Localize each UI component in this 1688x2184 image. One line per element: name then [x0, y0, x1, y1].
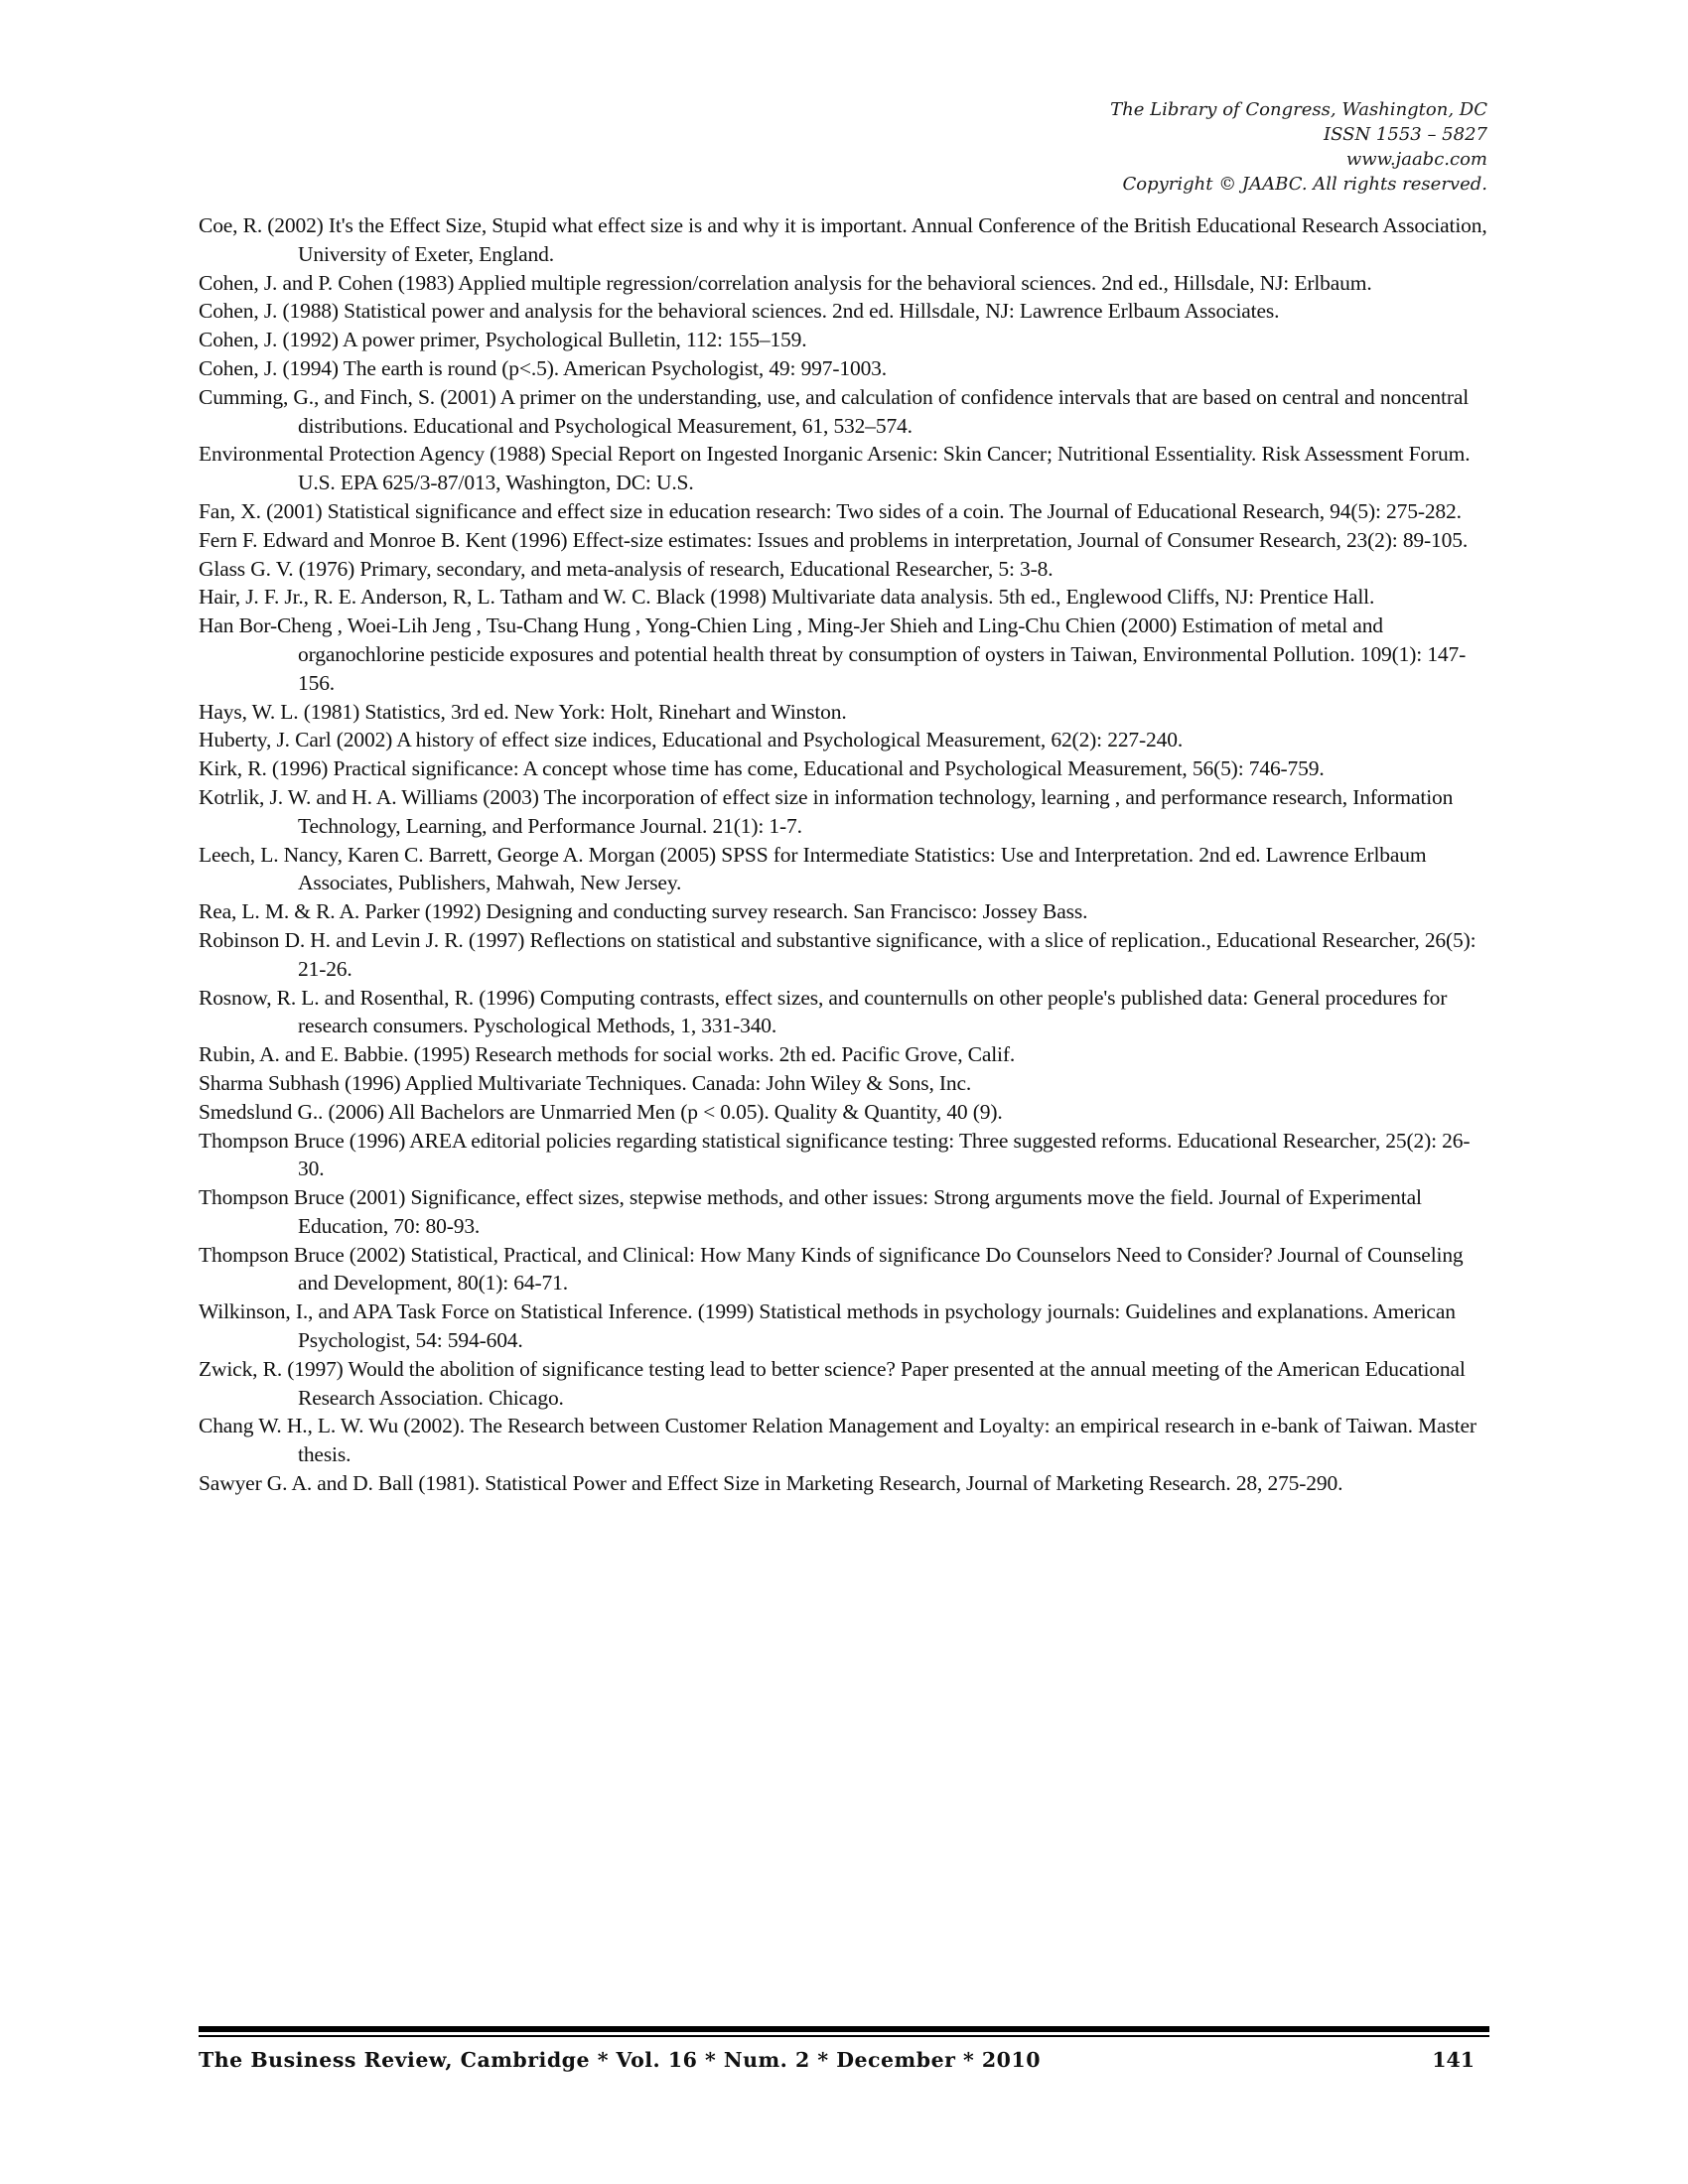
running-header — [1110, 97, 1487, 197]
reference-item: Wilkinson, I., and APA Task Force on Statistical Inference. (1999) Statistical methods in psychology journals: Guidelines and explanations. American Psychologist, 54: 594-604. — [199, 1299, 1456, 1353]
reference-item: Hays, W. L. (1981) Statistics, 3rd ed. New York: Holt, Rinehart and Winston. — [199, 699, 847, 724]
header-copyright-line: Copyright © JAABC. All rights reserved. — [1122, 174, 1487, 195]
reference-item: Kotrlik, J. W. and H. A. Williams (2003) The incorporation of effect size in information technology, learning , and performance research, Information Technology, Learning, and Performance Journal. 21(1): 1-7. — [199, 784, 1454, 838]
page-number: 141 — [1432, 2048, 1475, 2072]
reference-item: Cohen, J. and P. Cohen (1983) Applied multiple regression/correlation analysis for the behavioral sciences. 2nd ed., Hillsdale, NJ: Erlbaum. — [199, 270, 1372, 295]
reference-item: Han Bor-Cheng , Woei-Lih Jeng , Tsu-Chang Hung , Yong-Chien Ling , Ming-Jer Shieh and Ling-Chu Chien (2000) Estimation of metal and organochlorine pesticide exposures and potential health threat by consumption of oysters in Taiwan, Environmental Pollution. 109(1): 147-156. — [199, 614, 1467, 695]
reference-item: Smedslund G.. (2006) All Bachelors are Unmarried Men (p < 0.05). Quality & Quantity, 40 (9). — [199, 1099, 1003, 1124]
reference-item: Cohen, J. (1988) Statistical power and analysis for the behavioral sciences. 2nd ed. Hillsdale, NJ: Lawrence Erlbaum Associates. — [199, 299, 1280, 324]
reference-item: Cohen, J. (1994) The earth is round (p<.5). American Psychologist, 49: 997-1003. — [199, 355, 888, 380]
reference-item: Rea, L. M. & R. A. Parker (1992) Designing and conducting survey research. San Francisco: Jossey Bass. — [199, 899, 1088, 924]
footer-rule-thick — [199, 2026, 1489, 2032]
reference-item: Fern F. Edward and Monroe B. Kent (1996) Effect-size estimates: Issues and problems in interpretation, Journal of Consumer Research, 23(2): 89-105. — [199, 527, 1469, 552]
footer-rule-thin — [199, 2035, 1489, 2037]
reference-item: Rubin, A. and E. Babbie. (1995) Research methods for social works. 2th ed. Pacific Grove, Calif. — [199, 1042, 1016, 1067]
reference-item: Huberty, J. Carl (2002) A history of effect size indices, Educational and Psychological Measurement, 62(2): 227-240. — [199, 728, 1184, 752]
header-issn-line: ISSN 1553 – 5827 — [1324, 124, 1487, 145]
reference-item: Cumming, G., and Finch, S. (2001) A primer on the understanding, use, and calculation of confidence intervals that are based on central and noncentral distributions. Educational and Psychological Measurement, 61, 532–574. — [199, 384, 1470, 438]
reference-item: Zwick, R. (1997) Would the abolition of significance testing lead to better science? Paper presented at the annual meeting of the American Educational Research Association. Chicago. — [199, 1356, 1466, 1410]
reference-item: Thompson Bruce (2002) Statistical, Practical, and Clinical: How Many Kinds of significance Do Counselors Need to Consider? Journal of Counseling and Development, 80(1): 64-71. — [199, 1242, 1464, 1296]
reference-item: Sharma Subhash (1996) Applied Multivariate Techniques. Canada: John Wiley & Sons, Inc. — [199, 1070, 972, 1095]
reference-item: Rosnow, R. L. and Rosenthal, R. (1996) Computing contrasts, effect sizes, and counternulls on other people's published data: General procedures for research consumers. Pyschological Methods, 1, 331-340. — [199, 985, 1448, 1038]
reference-item: Leech, L. Nancy, Karen C. Barrett, George A. Morgan (2005) SPSS for Intermediate Statistics: Use and Interpretation. 2nd ed. Lawrence Erlbaum Associates, Publishers, Mahwah, New Jersey. — [199, 842, 1427, 895]
reference-item: Cohen, J. (1992) A power primer, Psychological Bulletin, 112: 155–159. — [199, 328, 807, 352]
reference-item: Hair, J. F. Jr., R. E. Anderson, R, L. Tatham and W. C. Black (1998) Multivariate data analysis. 5th ed., Englewood Cliffs, NJ: Prentice Hall. — [199, 585, 1375, 610]
reference-item: Robinson D. H. and Levin J. R. (1997) Reflections on statistical and substantive significance, with a slice of replication., Educational Researcher, 26(5): 21-26. — [199, 927, 1477, 981]
reference-item: Fan, X. (2001) Statistical significance and effect size in education research: Two sides of a coin. The Journal of Educational Research, 94(5): 275-282. — [199, 498, 1462, 523]
header-website-line: www.jaabc.com — [1345, 149, 1487, 170]
reference-item: Kirk, R. (1996) Practical significance: A concept whose time has come, Educational and Psychological Measurement, 56(5): 746-759. — [199, 756, 1325, 781]
reference-item: Glass G. V. (1976) Primary, secondary, and meta-analysis of research, Educational Researcher, 5: 3-8. — [199, 556, 1054, 581]
reference-item: Thompson Bruce (1996) AREA editorial policies regarding statistical significance testing: Three suggested reforms. Educational Researcher, 25(2): 26-30. — [199, 1128, 1471, 1181]
reference-item: Coe, R. (2002) It's the Effect Size, Stupid what effect size is and why it is important. Annual Conference of the British Educational Research Association, University of Exeter, England. — [199, 213, 1487, 266]
reference-list — [199, 211, 1489, 1498]
reference-item: Sawyer G. A. and D. Ball (1981). Statistical Power and Effect Size in Marketing Research, Journal of Marketing Research. 28, 275-290. — [199, 1471, 1343, 1496]
reference-item: Thompson Bruce (2001) Significance, effect sizes, stepwise methods, and other issues: Strong arguments move the field. Journal of Experimental Education, 70: 80-93. — [199, 1185, 1422, 1238]
reference-item: Environmental Protection Agency (1988) Special Report on Ingested Inorganic Arsenic: Skin Cancer; Nutritional Essentiality. Risk Assessment Forum. U.S. EPA 625/3-87/013, Washington, DC: U.S. — [199, 442, 1471, 495]
footer-journal-info: The Business Review, Cambridge * Vol. 16 * Num. 2 * December * 2010 — [199, 2048, 1041, 2072]
header-library-line: The Library of Congress, Washington, DC — [1110, 99, 1487, 120]
reference-item: Chang W. H., L. W. Wu (2002). The Research between Customer Relation Management and Loyalty: an empirical research in e-bank of Taiwan. Master thesis. — [199, 1414, 1477, 1467]
